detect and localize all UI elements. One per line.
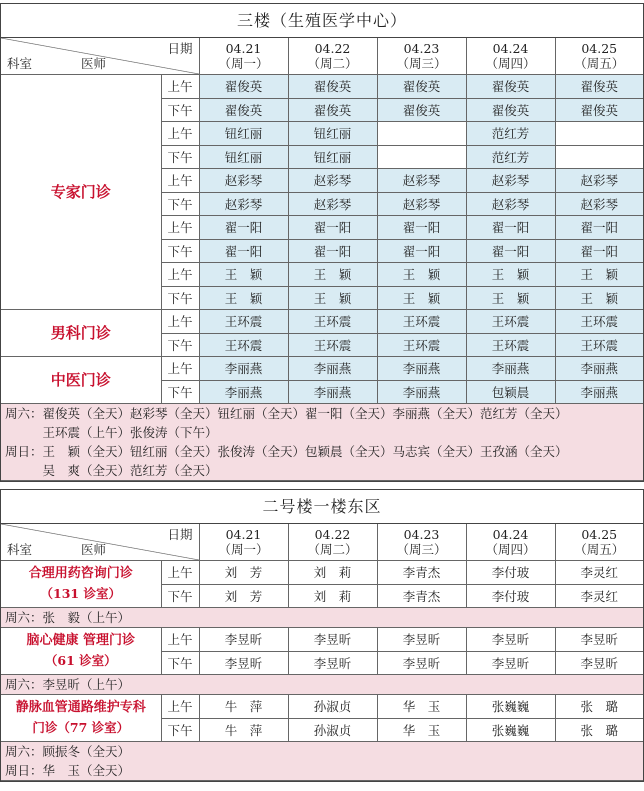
doctor-cell: 范红芳 bbox=[466, 122, 555, 146]
department-title: 静脉血管通路维护专科 bbox=[15, 700, 146, 715]
session-label: 上午 bbox=[161, 169, 199, 193]
doctor-cell bbox=[555, 145, 643, 169]
doctor-cell: 王环震 bbox=[377, 333, 466, 357]
department-title: 脑心健康 管理门诊 bbox=[26, 633, 136, 648]
header-corner bbox=[1, 524, 199, 561]
doctor-cell: 王 颖 bbox=[288, 286, 377, 310]
schedule-table bbox=[1, 524, 643, 781]
doctor-cell: 李昱昕 bbox=[199, 628, 288, 652]
doctor-cell: 翟一阳 bbox=[199, 216, 288, 240]
doctor-cell: 翟一阳 bbox=[466, 239, 555, 263]
doctor-cell: 张 璐 bbox=[555, 718, 643, 742]
doctor-cell: 赵彩琴 bbox=[377, 169, 466, 193]
department-name: 专家门诊 bbox=[1, 75, 161, 310]
session-label: 上午 bbox=[161, 561, 199, 585]
doctor-cell: 李丽燕 bbox=[288, 380, 377, 404]
note-row bbox=[1, 608, 643, 628]
weekend-note: 周六：张 毅（上午） bbox=[1, 608, 643, 628]
doctor-cell: 张巍巍 bbox=[466, 695, 555, 719]
doctor-cell: 李昱昕 bbox=[377, 628, 466, 652]
dept-label: 科室 bbox=[7, 542, 33, 557]
block-title: 二号楼一楼东区 bbox=[1, 490, 643, 524]
doctor-cell: 王环震 bbox=[199, 333, 288, 357]
doctor-cell: 王 颖 bbox=[555, 263, 643, 287]
session-label: 上午 bbox=[161, 695, 199, 719]
doctor-cell: 翟一阳 bbox=[377, 216, 466, 240]
dept-label: 科室 bbox=[7, 56, 33, 71]
doctor-cell: 赵彩琴 bbox=[199, 192, 288, 216]
doctor-cell: 翟俊英 bbox=[199, 75, 288, 99]
header-row bbox=[1, 38, 643, 75]
doctor-cell: 王环震 bbox=[288, 333, 377, 357]
table-row bbox=[1, 695, 643, 719]
doctor-cell: 李丽燕 bbox=[377, 357, 466, 381]
session-label: 下午 bbox=[161, 145, 199, 169]
doctor-cell: 翟一阳 bbox=[199, 239, 288, 263]
department-name: 男科门诊 bbox=[1, 310, 161, 357]
schedule-block-building2 bbox=[0, 489, 644, 782]
doctor-cell: 牛 萍 bbox=[199, 695, 288, 719]
doctor-cell: 李昱昕 bbox=[199, 651, 288, 675]
doctor-cell: 翟俊英 bbox=[466, 75, 555, 99]
doctor-cell: 李昱昕 bbox=[555, 628, 643, 652]
session-label: 上午 bbox=[161, 75, 199, 99]
doctor-cell: 王环震 bbox=[555, 310, 643, 334]
session-label: 下午 bbox=[161, 239, 199, 263]
doctor-cell: 牛 萍 bbox=[199, 718, 288, 742]
doctor-cell: 王 颖 bbox=[377, 286, 466, 310]
day-header: 04.21 （周一） bbox=[199, 524, 288, 561]
doctor-cell: 李丽燕 bbox=[466, 357, 555, 381]
doctor-cell: 赵彩琴 bbox=[288, 169, 377, 193]
doctor-cell: 王 颖 bbox=[555, 286, 643, 310]
session-label: 下午 bbox=[161, 286, 199, 310]
doctor-cell: 王 颖 bbox=[199, 286, 288, 310]
department-room: （61 诊室） bbox=[44, 653, 117, 668]
day-header: 04.25 （周五） bbox=[555, 38, 643, 75]
department-room: 门诊（77 诊室） bbox=[32, 720, 130, 735]
weekend-note: 周六：翟俊英（全天）赵彩琴（全天）钮红丽（全天）翟一阳（全天）李丽燕（全天）范红芳（全天） 王环震（上午）张俊涛（下午） 周日：王 颖（全天）钮红丽（全天）张俊涛（全天）包颖晨（全天）马志宾（全天）王孜涵（全天） 吴 爽（全天）范红芳（全天） bbox=[1, 404, 643, 481]
doctor-cell: 赵彩琴 bbox=[288, 192, 377, 216]
weekend-note: 周六：顾振冬（全天） 周日：华 玉（全天） bbox=[1, 742, 643, 781]
day-header: 04.21 （周一） bbox=[199, 38, 288, 75]
session-label: 上午 bbox=[161, 357, 199, 381]
doctor-cell: 赵彩琴 bbox=[466, 192, 555, 216]
header-row bbox=[1, 524, 643, 561]
doctor-cell: 刘 芳 bbox=[199, 561, 288, 585]
doctor-cell: 翟俊英 bbox=[377, 75, 466, 99]
doctor-label: 医师 bbox=[81, 542, 107, 557]
doctor-cell: 李昱昕 bbox=[466, 628, 555, 652]
session-label: 上午 bbox=[161, 628, 199, 652]
doctor-cell: 刘 莉 bbox=[288, 561, 377, 585]
session-label: 下午 bbox=[161, 192, 199, 216]
header-corner bbox=[1, 38, 199, 75]
day-header: 04.25 （周五） bbox=[555, 524, 643, 561]
weekend-note: 周六：李昱昕（上午） bbox=[1, 675, 643, 695]
department-name bbox=[1, 561, 161, 608]
doctor-cell: 孙淑贞 bbox=[288, 718, 377, 742]
day-header: 04.22 （周二） bbox=[288, 524, 377, 561]
doctor-cell: 李昱昕 bbox=[466, 651, 555, 675]
doctor-cell: 张巍巍 bbox=[466, 718, 555, 742]
session-label: 上午 bbox=[161, 122, 199, 146]
doctor-cell bbox=[555, 122, 643, 146]
session-label: 上午 bbox=[161, 310, 199, 334]
doctor-cell: 范红芳 bbox=[466, 145, 555, 169]
doctor-cell: 王环震 bbox=[377, 310, 466, 334]
doctor-cell: 王 颖 bbox=[377, 263, 466, 287]
doctor-cell bbox=[377, 122, 466, 146]
session-label: 上午 bbox=[161, 216, 199, 240]
doctor-cell: 王环震 bbox=[555, 333, 643, 357]
doctor-cell: 王环震 bbox=[288, 310, 377, 334]
doctor-cell: 王环震 bbox=[466, 333, 555, 357]
doctor-cell: 翟俊英 bbox=[555, 98, 643, 122]
doctor-cell: 李灵红 bbox=[555, 561, 643, 585]
day-header: 04.22 （周二） bbox=[288, 38, 377, 75]
doctor-cell: 李丽燕 bbox=[555, 380, 643, 404]
doctor-cell: 王 颖 bbox=[199, 263, 288, 287]
doctor-cell: 钮红丽 bbox=[199, 122, 288, 146]
doctor-cell: 赵彩琴 bbox=[555, 169, 643, 193]
day-header: 04.23 （周三） bbox=[377, 38, 466, 75]
doctor-cell: 翟俊英 bbox=[466, 98, 555, 122]
doctor-cell: 翟一阳 bbox=[377, 239, 466, 263]
day-header: 04.24 （周四） bbox=[466, 524, 555, 561]
doctor-cell: 王环震 bbox=[466, 310, 555, 334]
doctor-cell: 钮红丽 bbox=[199, 145, 288, 169]
doctor-cell: 翟一阳 bbox=[288, 216, 377, 240]
doctor-cell: 王环震 bbox=[199, 310, 288, 334]
doctor-cell: 赵彩琴 bbox=[377, 192, 466, 216]
doctor-cell: 钮红丽 bbox=[288, 122, 377, 146]
doctor-cell: 翟一阳 bbox=[555, 216, 643, 240]
doctor-label: 医师 bbox=[81, 56, 107, 71]
doctor-cell: 翟一阳 bbox=[466, 216, 555, 240]
doctor-cell: 王 颖 bbox=[288, 263, 377, 287]
doctor-cell: 王 颖 bbox=[466, 263, 555, 287]
doctor-cell bbox=[377, 145, 466, 169]
doctor-cell: 孙淑贞 bbox=[288, 695, 377, 719]
doctor-cell: 包颖晨 bbox=[466, 380, 555, 404]
doctor-cell: 李青杰 bbox=[377, 584, 466, 608]
doctor-cell: 张 璐 bbox=[555, 695, 643, 719]
doctor-cell: 刘 芳 bbox=[199, 584, 288, 608]
doctor-cell: 李丽燕 bbox=[288, 357, 377, 381]
doctor-cell: 李付玻 bbox=[466, 561, 555, 585]
session-label: 下午 bbox=[161, 584, 199, 608]
doctor-cell: 赵彩琴 bbox=[199, 169, 288, 193]
date-label: 日期 bbox=[167, 41, 193, 56]
session-label: 上午 bbox=[161, 263, 199, 287]
doctor-cell: 李丽燕 bbox=[377, 380, 466, 404]
doctor-cell: 翟俊英 bbox=[288, 98, 377, 122]
doctor-cell: 华 玉 bbox=[377, 695, 466, 719]
session-label: 下午 bbox=[161, 718, 199, 742]
session-label: 下午 bbox=[161, 98, 199, 122]
doctor-cell: 翟一阳 bbox=[555, 239, 643, 263]
doctor-cell: 李丽燕 bbox=[199, 380, 288, 404]
doctor-cell: 李灵红 bbox=[555, 584, 643, 608]
date-label: 日期 bbox=[167, 527, 193, 542]
session-label: 下午 bbox=[161, 333, 199, 357]
doctor-cell: 钮红丽 bbox=[288, 145, 377, 169]
department-name bbox=[1, 628, 161, 675]
session-label: 下午 bbox=[161, 651, 199, 675]
department-name: 中医门诊 bbox=[1, 357, 161, 404]
schedule-block-3f bbox=[0, 3, 644, 482]
schedule-table bbox=[1, 38, 643, 481]
note-row bbox=[1, 675, 643, 695]
department-title: 合理用药咨询门诊 bbox=[28, 566, 133, 581]
doctor-cell: 李丽燕 bbox=[199, 357, 288, 381]
doctor-cell: 赵彩琴 bbox=[555, 192, 643, 216]
day-header: 04.24 （周四） bbox=[466, 38, 555, 75]
note-row bbox=[1, 742, 643, 781]
block-title: 三楼（生殖医学中心） bbox=[1, 4, 643, 38]
doctor-cell: 翟一阳 bbox=[288, 239, 377, 263]
doctor-cell: 赵彩琴 bbox=[466, 169, 555, 193]
doctor-cell: 李昱昕 bbox=[377, 651, 466, 675]
table-row bbox=[1, 310, 643, 334]
doctor-cell: 华 玉 bbox=[377, 718, 466, 742]
table-row bbox=[1, 357, 643, 381]
doctor-cell: 翟俊英 bbox=[199, 98, 288, 122]
doctor-cell: 李青杰 bbox=[377, 561, 466, 585]
doctor-cell: 李昱昕 bbox=[288, 651, 377, 675]
table-row bbox=[1, 628, 643, 652]
session-label: 下午 bbox=[161, 380, 199, 404]
day-header: 04.23 （周三） bbox=[377, 524, 466, 561]
doctor-cell: 李昱昕 bbox=[288, 628, 377, 652]
department-name bbox=[1, 695, 161, 742]
doctor-cell: 刘 莉 bbox=[288, 584, 377, 608]
doctor-cell: 翟俊英 bbox=[555, 75, 643, 99]
doctor-cell: 李昱昕 bbox=[555, 651, 643, 675]
table-row bbox=[1, 561, 643, 585]
doctor-cell: 李丽燕 bbox=[555, 357, 643, 381]
department-room: （131 诊室） bbox=[40, 586, 121, 601]
doctor-cell: 王 颖 bbox=[466, 286, 555, 310]
doctor-cell: 翟俊英 bbox=[288, 75, 377, 99]
doctor-cell: 李付玻 bbox=[466, 584, 555, 608]
doctor-cell: 翟俊英 bbox=[377, 98, 466, 122]
table-row bbox=[1, 75, 643, 99]
